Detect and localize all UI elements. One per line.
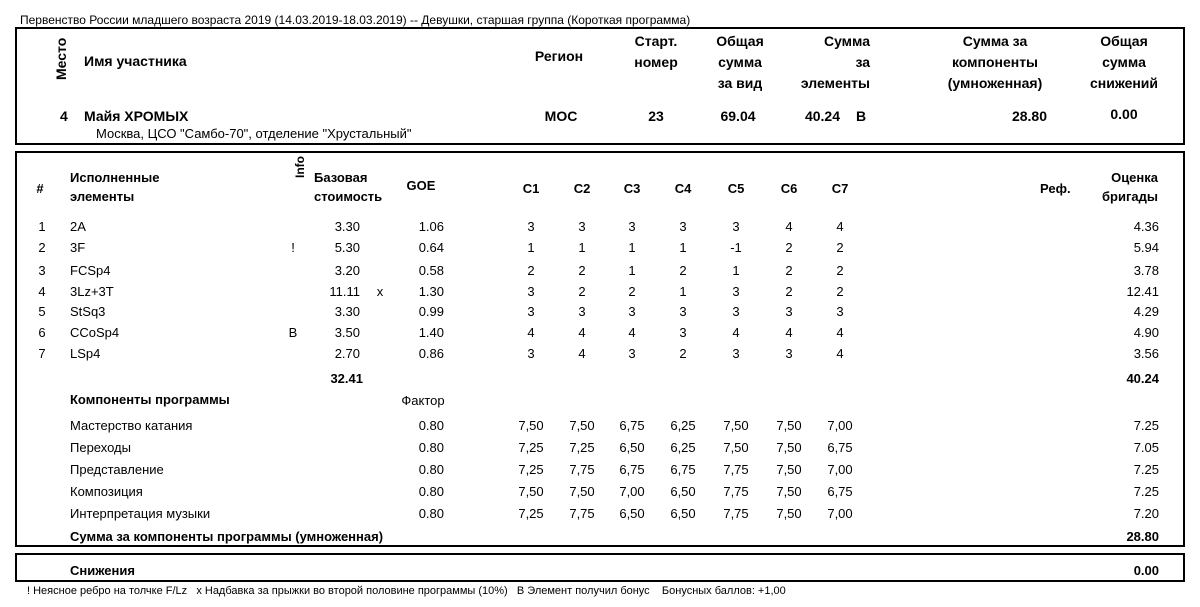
component-judge-score-2: 7,75	[569, 506, 595, 521]
element-bonus-mark: x	[376, 284, 384, 299]
skater-start-number: 23	[648, 108, 664, 124]
element-judge-score-4: 2	[679, 346, 687, 361]
element-judge-score-3: 1	[628, 240, 636, 255]
elements-sum-header: Сумма за элементы	[800, 33, 870, 91]
total-score-header: Общая сумма за вид	[716, 33, 764, 91]
element-name: FCSp4	[70, 263, 111, 278]
element-judge-score-2: 1	[578, 240, 586, 255]
component-name: Переходы	[70, 440, 131, 455]
skater-name: Майя ХРОМЫХ	[84, 108, 189, 124]
element-judge-score-6: 2	[785, 263, 793, 278]
component-panel-score: 7.25	[1133, 484, 1159, 499]
element-judge-score-4: 1	[679, 240, 687, 255]
component-name: Представление	[70, 462, 164, 477]
element-judge-score-6: 2	[785, 284, 793, 299]
component-panel-score: 7.25	[1133, 462, 1159, 477]
event-title: Первенство России младшего возраста 2019 (14.03.2019-18.03.2019) -- Девушки, старшая группа (Короткая программа)	[20, 13, 691, 27]
element-judge-score-2: 2	[578, 263, 586, 278]
scores-box	[15, 151, 1185, 547]
element-goe: 1.40	[418, 325, 444, 340]
element-panel-score: 3.56	[1133, 346, 1159, 361]
element-judge-score-7: 4	[836, 325, 844, 340]
component-judge-score-1: 7,25	[518, 506, 544, 521]
component-judge-score-7: 7,00	[827, 506, 853, 521]
element-number: 6	[38, 325, 46, 340]
judge-header-4: C4	[674, 181, 692, 196]
component-judge-score-3: 6,50	[619, 506, 645, 521]
component-name: Мастерство катания	[70, 418, 193, 433]
components-total-label: Сумма за компоненты программы (умноженная)	[70, 529, 384, 544]
skater-deductions: 0.00	[1110, 106, 1138, 122]
element-judge-score-6: 2	[785, 240, 793, 255]
element-judge-score-3: 3	[628, 219, 636, 234]
element-judge-score-1: 4	[527, 325, 535, 340]
element-base-value: 2.70	[334, 346, 360, 361]
elements-score-total: 40.24	[1126, 371, 1159, 386]
element-goe: 0.64	[418, 240, 444, 255]
element-base-value: 5.30	[334, 240, 360, 255]
element-judge-score-5: 3	[732, 219, 740, 234]
component-judge-score-5: 7,75	[723, 506, 749, 521]
element-judge-score-4: 3	[679, 325, 687, 340]
component-judge-score-5: 7,75	[723, 484, 749, 499]
element-base-value: 11.11	[329, 284, 360, 299]
components-sum-header: Сумма за компоненты (умноженная)	[947, 33, 1043, 91]
base-value-header: Базовая стоимость	[314, 170, 383, 204]
component-factor: 0.80	[418, 418, 444, 433]
element-base-value: 3.20	[334, 263, 360, 278]
element-judge-score-1: 3	[527, 346, 535, 361]
num-header: #	[36, 181, 44, 196]
factor-header: Фактор	[401, 393, 445, 408]
component-judge-score-3: 7,00	[619, 484, 645, 499]
component-name: Интерпретация музыки	[70, 506, 211, 521]
element-judge-score-6: 3	[785, 304, 793, 319]
element-panel-score: 4.90	[1133, 325, 1159, 340]
deductions-label: Снижения	[70, 563, 135, 578]
element-judge-score-5: 3	[732, 284, 740, 299]
region-header: Регион	[534, 48, 584, 64]
component-judge-score-3: 6,50	[619, 440, 645, 455]
element-number: 3	[38, 263, 46, 278]
element-judge-score-6: 4	[785, 219, 793, 234]
element-judge-score-2: 4	[578, 325, 586, 340]
component-panel-score: 7.05	[1133, 440, 1159, 455]
element-goe: 0.99	[418, 304, 444, 319]
element-panel-score: 3.78	[1133, 263, 1159, 278]
element-judge-score-1: 2	[527, 263, 535, 278]
component-judge-score-5: 7,50	[723, 440, 749, 455]
element-judge-score-6: 3	[785, 346, 793, 361]
element-judge-score-7: 4	[836, 219, 844, 234]
component-judge-score-2: 7,25	[569, 440, 595, 455]
component-judge-score-2: 7,50	[569, 418, 595, 433]
element-judge-score-5: 1	[732, 263, 740, 278]
component-name: Композиция	[70, 484, 143, 499]
component-judge-score-1: 7,25	[518, 440, 544, 455]
component-judge-score-6: 7,50	[776, 462, 802, 477]
element-panel-score: 5.94	[1133, 240, 1159, 255]
goe-header: GOE	[406, 178, 436, 193]
element-goe: 1.30	[418, 284, 444, 299]
component-judge-score-6: 7,50	[776, 506, 802, 521]
component-judge-score-1: 7,25	[518, 462, 544, 477]
element-judge-score-1: 3	[527, 304, 535, 319]
judge-header-2: C2	[573, 181, 591, 196]
component-judge-score-3: 6,75	[619, 462, 645, 477]
referee-header: Реф.	[1040, 181, 1071, 196]
element-info: !	[291, 240, 295, 255]
component-judge-score-4: 6,50	[670, 506, 696, 521]
element-judge-score-4: 2	[679, 263, 687, 278]
skater-place: 4	[60, 108, 68, 124]
element-judge-score-2: 2	[578, 284, 586, 299]
name-header: Имя участника	[84, 53, 187, 69]
component-judge-score-2: 7,50	[569, 484, 595, 499]
info-header: Info	[293, 156, 307, 178]
element-judge-score-7: 2	[836, 240, 844, 255]
start-number-header: Старт. номер	[634, 33, 678, 70]
judge-header-7: C7	[831, 181, 849, 196]
element-panel-score: 12.41	[1126, 284, 1159, 299]
element-base-value: 3.50	[334, 325, 360, 340]
place-header: Место	[53, 37, 69, 80]
judge-header-5: C5	[727, 181, 745, 196]
skater-club: Москва, ЦСО "Самбо-70", отделение "Хрустальный"	[96, 126, 412, 141]
element-goe: 0.86	[418, 346, 444, 361]
element-goe: 0.58	[418, 263, 444, 278]
component-judge-score-7: 7,00	[827, 418, 853, 433]
element-judge-score-1: 3	[527, 284, 535, 299]
element-judge-score-5: 3	[732, 304, 740, 319]
element-judge-score-3: 2	[628, 284, 636, 299]
element-name: StSq3	[70, 304, 106, 319]
component-judge-score-6: 7,50	[776, 418, 802, 433]
panel-score-header: Оценка бригады	[1102, 170, 1158, 204]
element-judge-score-3: 3	[628, 346, 636, 361]
components-total-score: 28.80	[1126, 529, 1159, 544]
element-number: 1	[38, 219, 46, 234]
component-judge-score-1: 7,50	[518, 484, 544, 499]
element-judge-score-1: 3	[527, 219, 535, 234]
deductions-score: 0.00	[1133, 563, 1159, 578]
component-judge-score-6: 7,50	[776, 440, 802, 455]
element-base-value: 3.30	[334, 219, 360, 234]
element-number: 5	[38, 304, 46, 319]
component-judge-score-7: 7,00	[827, 462, 853, 477]
component-factor: 0.80	[418, 484, 444, 499]
element-judge-score-5: 3	[732, 346, 740, 361]
element-judge-score-4: 3	[679, 304, 687, 319]
component-panel-score: 7.20	[1133, 506, 1159, 521]
element-judge-score-6: 4	[785, 325, 793, 340]
element-name: 3F	[70, 240, 86, 255]
element-number: 4	[38, 284, 46, 299]
element-panel-score: 4.36	[1133, 219, 1159, 234]
element-judge-score-7: 2	[836, 284, 844, 299]
component-judge-score-4: 6,75	[670, 462, 696, 477]
component-judge-score-7: 6,75	[827, 440, 853, 455]
element-judge-score-4: 3	[679, 219, 687, 234]
skater-region: MOC	[544, 108, 578, 124]
footnote: ! Неясное ребро на толчке F/Lz x Надбавка за прыжки во второй половине программы (10%) B Элемент получил бонус Бонусных баллов: +1,00	[27, 585, 786, 597]
component-judge-score-7: 6,75	[827, 484, 853, 499]
element-name: LSp4	[70, 346, 101, 361]
element-judge-score-3: 4	[628, 325, 636, 340]
skater-elements-sum: 40.24	[804, 108, 840, 124]
element-number: 2	[38, 240, 46, 255]
component-judge-score-4: 6,25	[670, 440, 696, 455]
element-base-value: 3.30	[334, 304, 360, 319]
component-factor: 0.80	[418, 462, 444, 477]
component-factor: 0.80	[418, 506, 444, 521]
element-header: Исполненные элементы	[70, 170, 160, 204]
element-judge-score-1: 1	[527, 240, 535, 255]
judge-header-3: C3	[623, 181, 641, 196]
component-panel-score: 7.25	[1133, 418, 1159, 433]
element-judge-score-7: 2	[836, 263, 844, 278]
element-name: 2A	[70, 219, 86, 234]
element-judge-score-5: -1	[730, 240, 742, 255]
element-judge-score-2: 3	[578, 304, 586, 319]
deductions-header: Общая сумма снижений	[1089, 33, 1159, 91]
component-factor: 0.80	[418, 440, 444, 455]
element-judge-score-7: 4	[836, 346, 844, 361]
element-name: CCoSp4	[70, 325, 120, 340]
skater-elements-flag: B	[856, 108, 867, 124]
skater-total: 69.04	[720, 108, 756, 124]
element-number: 7	[38, 346, 46, 361]
component-judge-score-4: 6,50	[670, 484, 696, 499]
component-judge-score-5: 7,75	[723, 462, 749, 477]
component-judge-score-3: 6,75	[619, 418, 645, 433]
component-judge-score-6: 7,50	[776, 484, 802, 499]
element-panel-score: 4.29	[1133, 304, 1159, 319]
element-judge-score-4: 1	[679, 284, 687, 299]
element-goe: 1.06	[418, 219, 444, 234]
base-value-total: 32.41	[330, 371, 363, 386]
element-judge-score-2: 3	[578, 219, 586, 234]
element-judge-score-5: 4	[732, 325, 740, 340]
judge-header-6: C6	[780, 181, 798, 196]
element-judge-score-3: 3	[628, 304, 636, 319]
judge-header-1: C1	[522, 181, 540, 196]
component-judge-score-1: 7,50	[518, 418, 544, 433]
skater-components-sum: 28.80	[1011, 108, 1047, 124]
element-judge-score-7: 3	[836, 304, 844, 319]
element-judge-score-3: 1	[628, 263, 636, 278]
element-judge-score-2: 4	[578, 346, 586, 361]
component-judge-score-5: 7,50	[723, 418, 749, 433]
deductions-box	[15, 553, 1185, 582]
element-name: 3Lz+3T	[70, 284, 114, 299]
components-header: Компоненты программы	[70, 392, 230, 407]
component-judge-score-4: 6,25	[670, 418, 696, 433]
element-info: B	[288, 325, 298, 340]
component-judge-score-2: 7,75	[569, 462, 595, 477]
